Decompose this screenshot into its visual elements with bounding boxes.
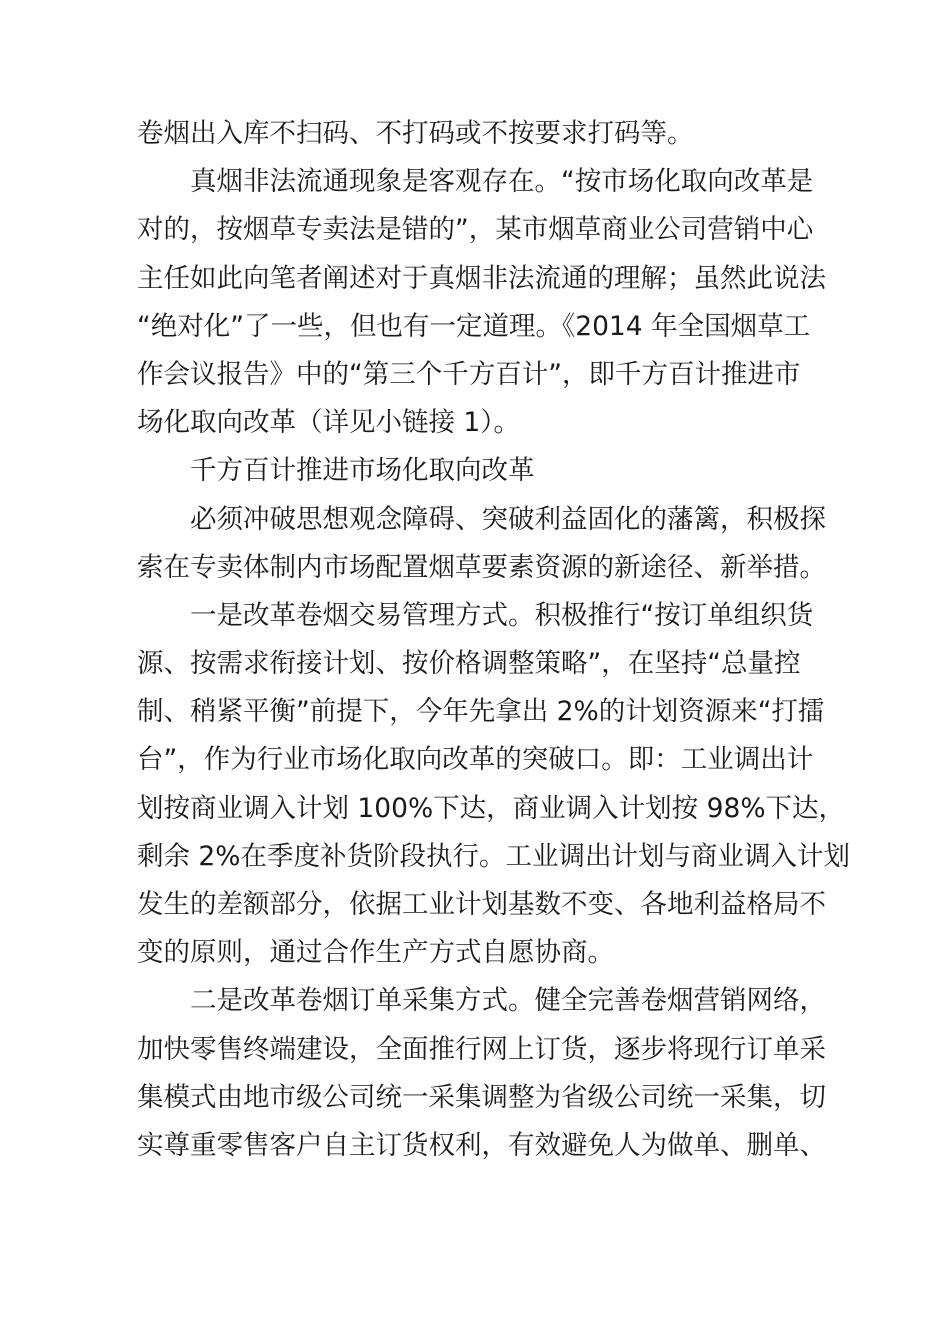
section-heading: 千方百计推进市场化取向改革	[190, 455, 535, 487]
text-line: 作会议报告》中的“第三个千方百计”，即千方百计推进市	[137, 358, 801, 390]
text-line: 变的原则，通过合作生产方式自愿协商。	[137, 937, 614, 969]
text-line: 场化取向改革（详见小链接 1）。	[137, 407, 521, 439]
paragraph-start-line: 一是改革卷烟交易管理方式。积极推行“按订单组织货	[190, 599, 814, 631]
text-line: 主任如此向笔者阐述对于真烟非法流通的理解；虽然此说法	[137, 262, 826, 294]
text-line: “绝对化”了一些，但也有一定道理。《2014 年全国烟草工	[137, 310, 811, 342]
text-line: 加快零售终端建设，全面推行网上订货，逐步将现行订单采	[137, 1033, 826, 1065]
text-line: 对的，按烟草专卖法是错的”，某市烟草商业公司营销中心	[137, 214, 814, 246]
paragraph-start-line: 真烟非法流通现象是客观存在。“按市场化取向改革是	[190, 166, 814, 198]
text-line: 发生的差额部分，依据工业计划基数不变、各地利益格局不	[137, 889, 826, 920]
text-line: 索在专卖体制内市场配置烟草要素资源的新途径、新举措。	[137, 551, 826, 583]
text-line: 划按商业调入计划 100%下达，商业调入计划按 98%下达，	[137, 792, 846, 824]
text-line: 剩余 2%在季度补货阶段执行。工业调出计划与商业调入计划	[137, 840, 850, 872]
paragraph-start-line: 必须冲破思想观念障碍、突破利益固化的藩篱，积极探	[190, 503, 826, 535]
text-line: 集模式由地市级公司统一采集调整为省级公司统一采集，切	[137, 1081, 826, 1113]
body-text	[137, 110, 850, 1170]
text-line: 卷烟出入库不扫码、不打码或不按要求打码等。	[137, 118, 694, 149]
text-line: 源、按需求衔接计划、按价格调整策略”，在坚持“总量控	[137, 648, 801, 680]
text-line: 台”，作为行业市场化取向改革的突破口。即：工业调出计	[137, 744, 814, 776]
text-line: 实尊重零售客户自主订货权利，有效避免人为做单、删单、	[137, 1129, 826, 1161]
paragraph-start-line: 二是改革卷烟订单采集方式。健全完善卷烟营销网络，	[190, 985, 826, 1017]
text-line: 制、稍紧平衡”前提下，今年先拿出 2%的计划资源来“打擂	[137, 696, 825, 728]
